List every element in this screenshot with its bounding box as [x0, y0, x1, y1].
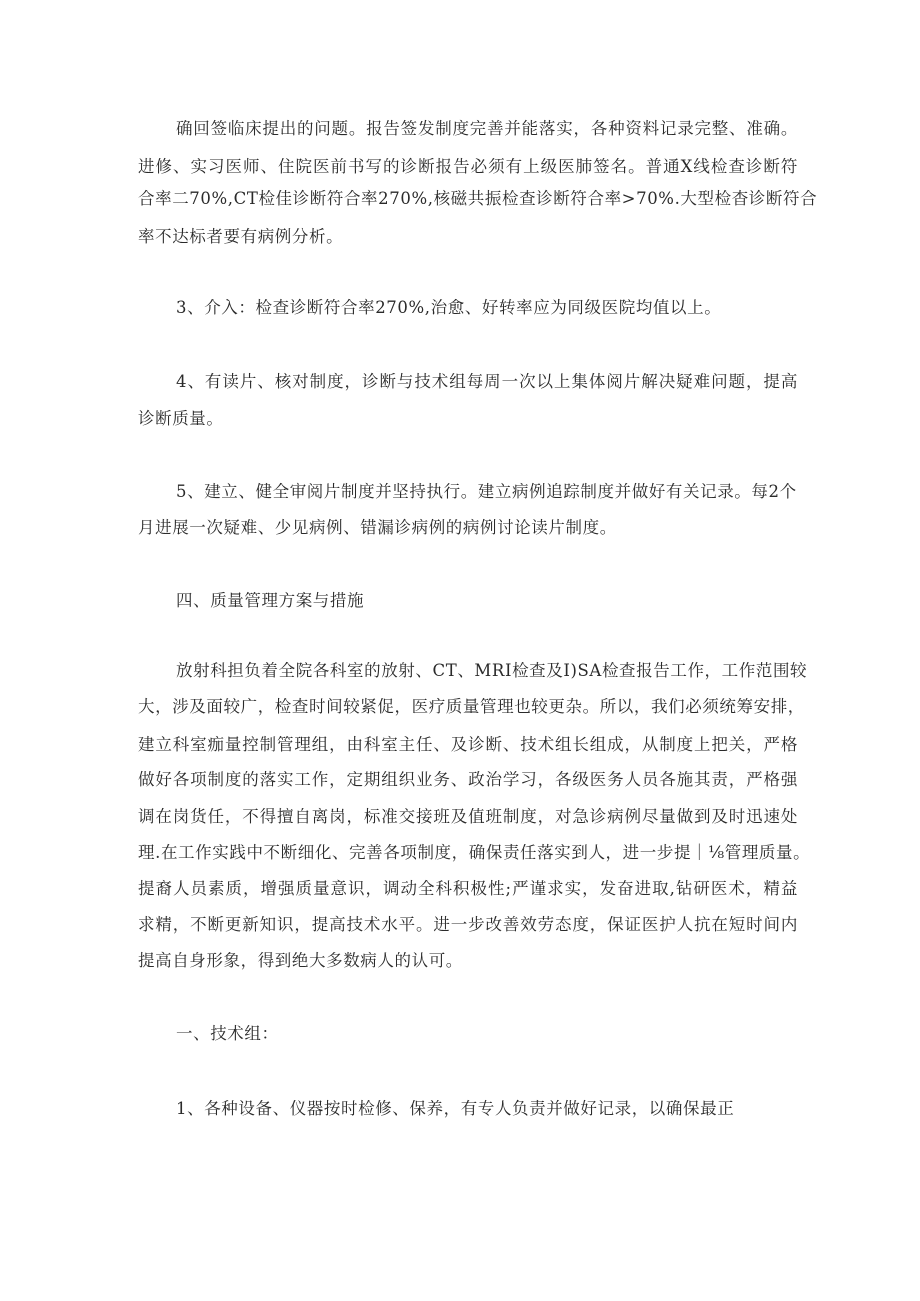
paragraph-line: 率不达标者要有病例分析。: [138, 227, 344, 246]
paragraph-line: 提高自身形象，得到绝大多数病人的认可。: [138, 951, 463, 970]
section-heading: 四、质量管理方案与措施: [176, 591, 365, 610]
subsection-heading: 一、技术组：: [176, 1024, 279, 1043]
paragraph-line: 4、有读片、核对制度，诊断与技术组每周一次以上集体阅片解决疑难问题，提高: [176, 372, 798, 391]
paragraph-line: 放射科担负着全院各科室的放射、CT、MRI检查及I)SA检查报告工作，工作范围较: [176, 661, 808, 680]
paragraph-line: 大，涉及面较广，检查时间较紧促，医疗质量管理也较更杂。所以，我们必须统筹安排，: [138, 697, 805, 716]
paragraph-line: 5、建立、健全审阅片制度并坚持执行。建立病例追踪制度并做好有关记录。每2个: [176, 482, 797, 501]
paragraph-line: 月进展一次疑难、少见病例、错漏诊病例的病例讨论读片制度。: [138, 518, 617, 537]
paragraph-line: 诊断质量。: [138, 409, 224, 428]
paragraph-line: 调在岗货任，不得擅自离岗，标准交接班及值班制度，对急诊病例尽量做到及时迅速处: [138, 807, 798, 826]
paragraph-line: 求精，不断更新知识，提高技术水平。进一步改善效劳态度，保证医护人抗在短时间内: [138, 915, 798, 934]
paragraph-line: 1、各种设备、仪器按时检修、保养，有专人负责并做好记录，以确保最正: [176, 1099, 735, 1118]
paragraph-line: 3、介入：检查诊断符合率270%,治愈、好转率应为同级医院均值以上。: [176, 298, 722, 317]
paragraph-line: 建立科室痂量控制管理组，由科室主任、及诊断、技术组长组成，从制度上把关，严格: [138, 735, 798, 754]
paragraph-line: 提裔人员素质，增强质量意识，调动全科积极性;严谨求实，发奋进取,钻研医术，精益: [138, 879, 798, 898]
paragraph-line: 合率二70%,CT检佳诊断符合率270%,核磁共振检查诊断符合率>70%.大型检杳诊断符合: [138, 189, 818, 208]
paragraph-line: 进修、实习医师、住院医前书写的诊断报告必须有上级医肺签名。普通X线检查诊断符: [138, 157, 798, 176]
paragraph-line: 理.在工作实践中不断细化、完善各项制度，确保责任落实到人，进一步提｜⅛管理质量。: [138, 843, 811, 862]
paragraph-line: 确回签临床提出的问题。报告签发制度完善并能落实，各种资料记录完整、准确。: [176, 119, 798, 138]
paragraph-line: 做好各项制度的落实工作，定期组织业务、政治学习，各级医务人员各施其责，严格强: [138, 770, 798, 789]
